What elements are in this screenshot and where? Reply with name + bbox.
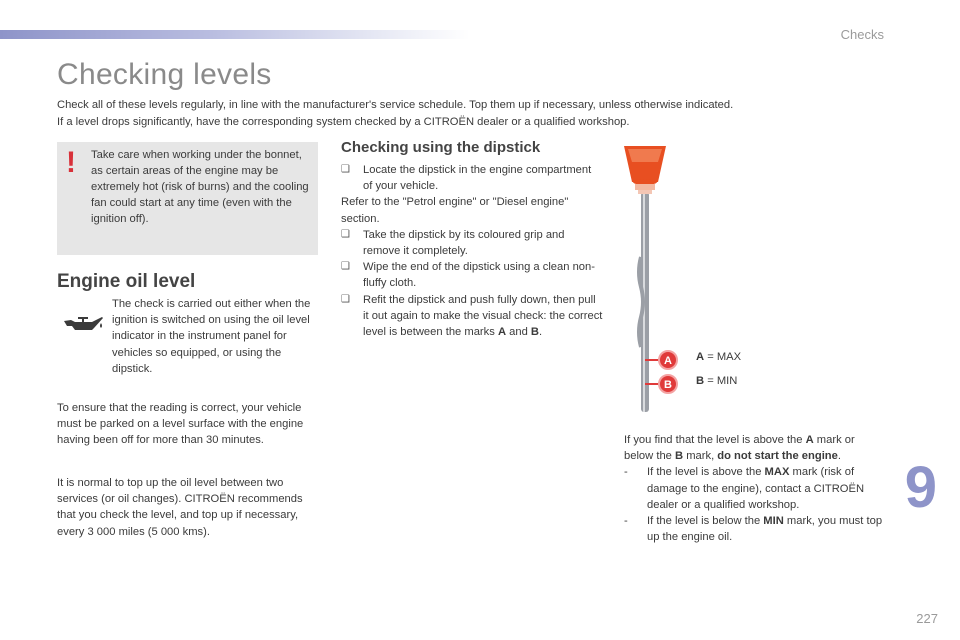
dipstick-refer-text: Refer to the "Petrol engine" or "Diesel engine" section. xyxy=(341,196,569,225)
checkbox-bullet-icon: ❑ xyxy=(341,261,350,273)
dipstick-step-4-end: . xyxy=(539,326,543,339)
chapter-number: 9 xyxy=(904,455,937,520)
dipstick-step-4-and: and xyxy=(506,326,531,339)
dash-2-pre: If the level is below the xyxy=(647,515,764,528)
legend-b-key: B xyxy=(696,375,705,387)
mark-b-label: B xyxy=(530,326,540,339)
header-accent-bar xyxy=(0,30,470,39)
warning-text: Take care when working under the bonnet, as certain areas of the engine may be extremely hot (risk of burns) and the cooling fan could start at any time (even with the ignition off). xyxy=(91,149,309,225)
warning-box xyxy=(57,142,318,255)
page-number: 227 xyxy=(916,611,938,626)
dash-1-pre: If the level is above the xyxy=(647,466,765,479)
dash-marker: - xyxy=(624,515,628,528)
dipstick-step-3 xyxy=(341,259,603,291)
level-instructions xyxy=(624,432,886,545)
dipstick-step-4-text: Refit the dipstick and push fully down, then pull it out again to make the visual check: the correct level is between the marks xyxy=(363,293,603,339)
do-not-start-warning: do not start the engine xyxy=(717,450,838,463)
warning-exclamation-icon: ! xyxy=(66,146,76,179)
dash-1-post: mark (risk of damage to the engine), contact a CITROËN dealer or a qualified workshop. xyxy=(647,466,865,511)
engine-oil-heading: Engine oil level xyxy=(57,271,196,292)
dash-2-post: mark, you must top up the engine oil. xyxy=(647,515,883,544)
level-text-pre: If you find that the level is above the xyxy=(624,434,806,446)
level-text-mid1: mark or below the xyxy=(624,434,855,463)
level-mark-a: A xyxy=(805,434,814,446)
dash-2-min: MIN xyxy=(763,515,784,528)
level-dash-item-1 xyxy=(624,464,886,513)
dash-marker: - xyxy=(624,466,628,479)
dipstick-steps xyxy=(341,162,603,340)
intro-line-1: Check all of these levels regularly, in line with the manufacturer's service schedule. Top them up if necessary, unless otherwise indicated. xyxy=(57,99,734,111)
page-title: Checking levels xyxy=(57,58,272,91)
section-name: Checks xyxy=(840,27,884,42)
level-mark-b: B xyxy=(675,450,684,463)
intro-line-2: If a level drops significantly, have the corresponding system checked by a CITROËN dealer or a qualified workshop. xyxy=(57,116,630,128)
legend-b-text: = MIN xyxy=(704,375,738,387)
dipstick-step-2-text: Take the dipstick by its coloured grip and remove it completely. xyxy=(363,228,565,258)
level-dash-item-2 xyxy=(624,513,886,545)
dipstick-step-1 xyxy=(341,162,603,194)
intro-text xyxy=(57,97,917,131)
legend-min xyxy=(696,375,737,387)
dipstick-step-3-text: Wipe the end of the dipstick using a clean non-fluffy cloth. xyxy=(363,261,595,290)
checkbox-bullet-icon: ❑ xyxy=(341,164,350,175)
dipstick-step-4 xyxy=(341,292,603,341)
level-text-mid2: mark, xyxy=(683,450,718,463)
oil-can-icon xyxy=(62,314,104,334)
engine-oil-paragraph-1: To ensure that the reading is correct, your vehicle must be parked on a level surface with the engine having been off for more than 30 minutes. xyxy=(57,402,304,447)
marker-a-label: A xyxy=(664,355,672,367)
dipstick-step-2 xyxy=(341,227,603,259)
engine-oil-intro: The check is carried out either when the ignition is switched on using the oil level indicator in the instrument panel for vehicles so equipped, or using the dipstick. xyxy=(112,298,311,375)
dipstick-heading: Checking using the dipstick xyxy=(341,139,541,156)
mark-a-label: A xyxy=(497,326,507,339)
legend-a-text: = MAX xyxy=(704,351,742,363)
level-paragraph xyxy=(624,432,886,464)
dash-1-max: MAX xyxy=(764,466,790,479)
marker-b-label: B xyxy=(664,379,672,391)
legend-max xyxy=(696,351,741,363)
dipstick-illustration xyxy=(618,142,678,417)
dipstick-step-1-text: Locate the dipstick in the engine compartment of your vehicle. xyxy=(363,164,592,193)
checkbox-bullet-icon: ❑ xyxy=(341,293,350,305)
legend-a-key: A xyxy=(696,351,705,363)
engine-oil-paragraph-2: It is normal to top up the oil level between two services (or oil changes). CITROËN recommends that you check the level, and top up if necessary, every 3 000 miles (5 000 kms). xyxy=(57,477,303,538)
checkbox-bullet-icon: ❑ xyxy=(341,228,350,240)
level-text-end: . xyxy=(837,450,841,463)
